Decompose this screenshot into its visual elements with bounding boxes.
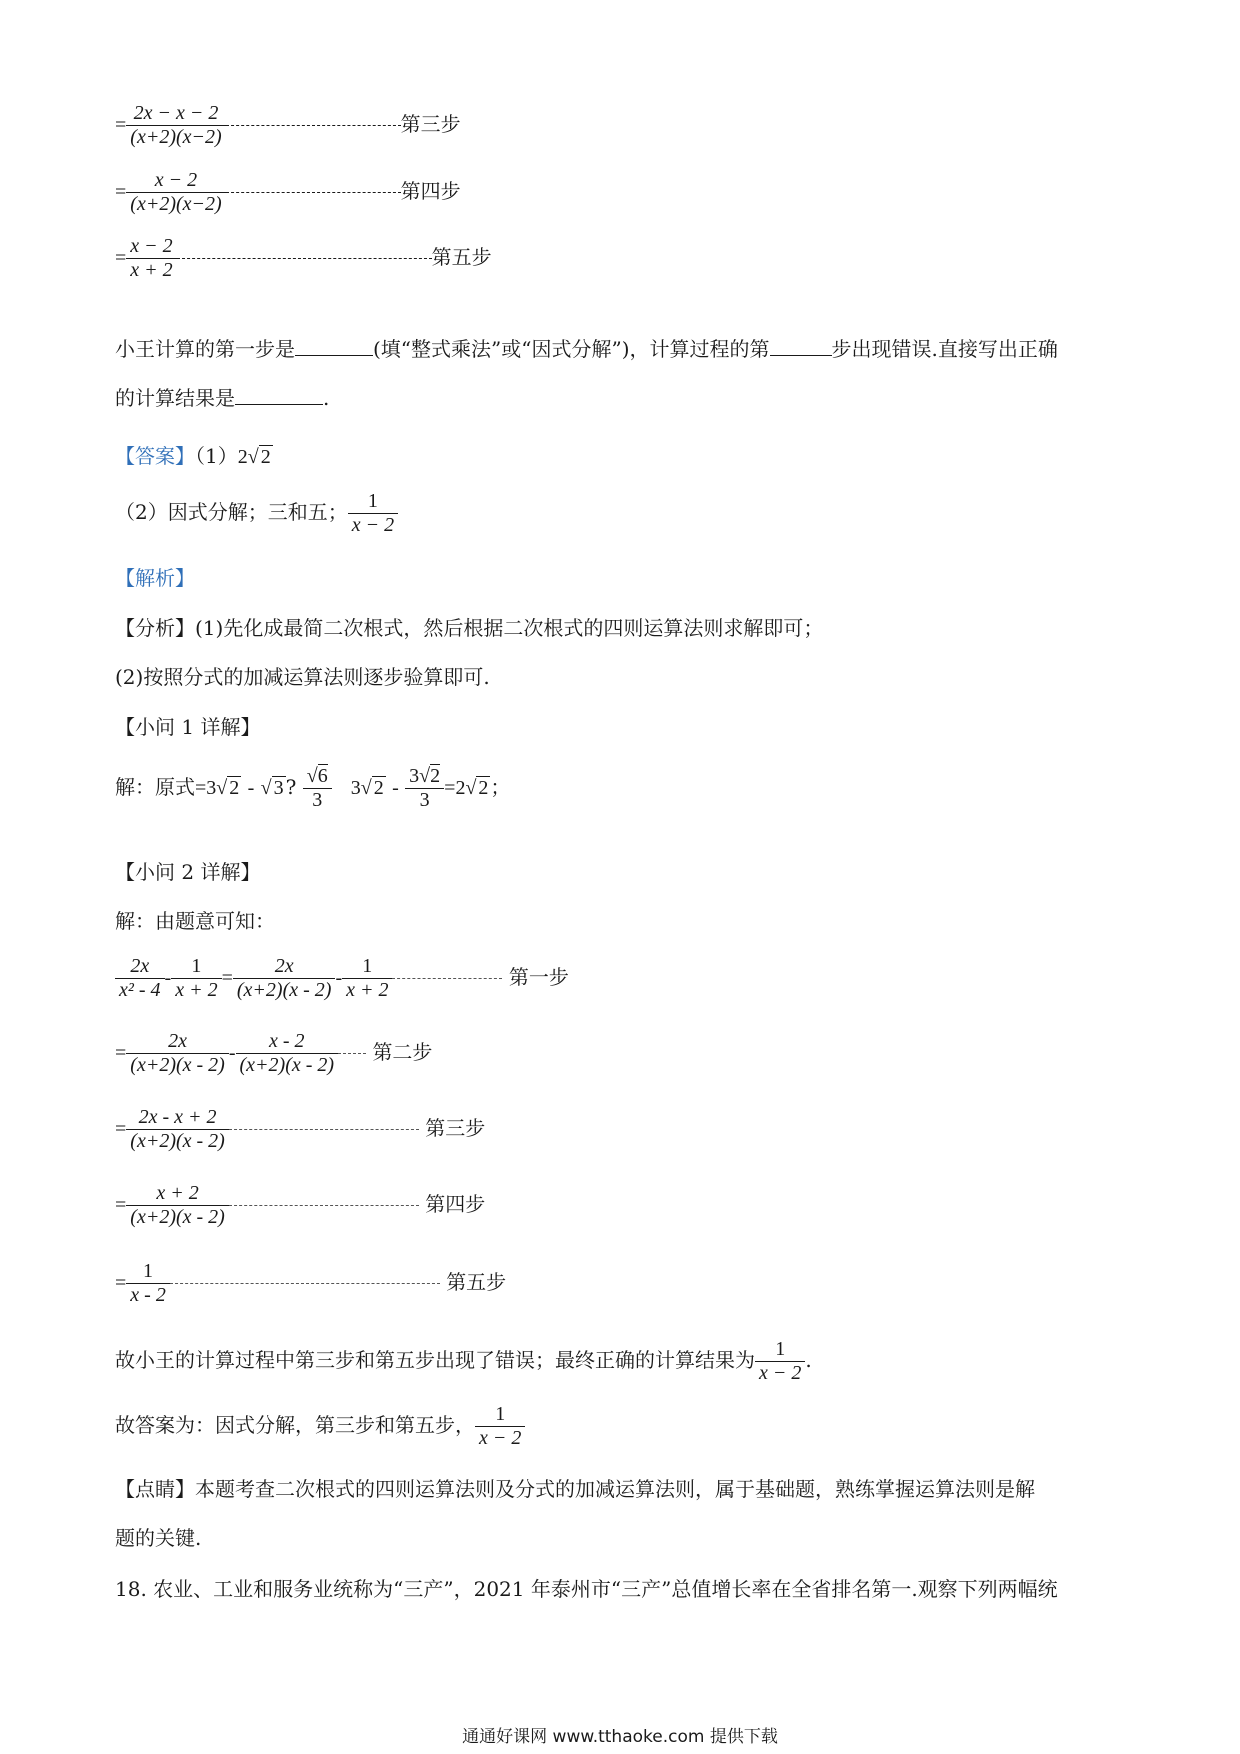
q1-solution: 解：原式=3√ 2 - √ 3 ? $\frac{√6}{3}$ 3√ 2 - $\frac{3√2}{3}$ =2√ 2 ； [115, 765, 511, 811]
step-label: 第三步 [400, 112, 461, 136]
answer-line-2: （2）因式分解；三和五； $\frac{1}{x - 2}$ [115, 490, 398, 537]
fraction: $\frac{2x}{\text{x² - 4}}$ [115, 955, 165, 1002]
sqrt-expression: √ 2 [360, 777, 384, 799]
step-label: 第三步 [425, 1116, 486, 1140]
step-label: 第一步 [508, 965, 569, 989]
comment-line-1: 【点睛】本题考查二次根式的四则运算法则及分式的加减运算法则，属于基础题，熟练掌握运算法则是解 [115, 1477, 1035, 1501]
dash-leader [338, 1053, 366, 1054]
fraction: $\frac{1}{x - 2}$ [348, 490, 398, 537]
top-step-3: = $\frac{2x - x - 2}{(x+2)(x-2)}$ 第三步 [115, 102, 461, 148]
analysis-line-2: (2)按照分式的加减运算法则逐步验算即可. [115, 665, 490, 689]
fraction: $\frac{√6}{3}$ [303, 765, 332, 812]
q2-step-3: = $\frac{2x - x + 2}{(x+2)(x - 2)}$ 第三步 [115, 1106, 486, 1152]
comment-line-2: 题的关键. [115, 1526, 202, 1550]
answer-blank-1 [295, 354, 373, 356]
top-step-4: = $\frac{x - 2}{(x+2)(x-2)}$ 第四步 [115, 169, 461, 215]
step-label: 第五步 [431, 245, 492, 269]
analysis-tag: 【解析】 [115, 566, 195, 590]
dash-leader [226, 192, 401, 193]
fraction: $\frac{3√2}{3}$ [405, 765, 444, 812]
question-line-2: 的计算结果是 . [115, 386, 330, 410]
dash-leader [392, 978, 502, 979]
comment-tag: 【点睛】 [115, 1477, 195, 1501]
sqrt-expression: √ 2 [465, 777, 489, 799]
q2-step-1: $\frac{2x}{\text{x² - 4}}$ - $\frac{1}{x + 2}$ = $\frac{2x}{(x+2)(x - 2)}$ - $\frac{1}{x + 2}$ 第一步 [115, 955, 569, 1002]
q2-conclusion: 故小王的计算过程中第三步和第五步出现了错误；最终正确的计算结果为 $\frac{1}{x - 2}$ . [115, 1338, 812, 1384]
fraction: $\frac{2x - x - 2}{(x+2)(x-2)}$ [126, 102, 225, 149]
answer-tag: 【答案】 [115, 444, 195, 468]
q2-final-answer: 故答案为：因式分解，第三步和第五步， $\frac{1}{x - 2}$ [115, 1403, 525, 1450]
step-label: 第五步 [446, 1270, 507, 1294]
top-step-5: = $\frac{x - 2}{x + 2}$ 第五步 [115, 235, 492, 281]
fraction: $\frac{x - 2}{(x+2)(x - 2)}$ [236, 1030, 339, 1077]
next-question: 18. 农业、工业和服务业统称为“三产”，2021 年泰州市“三产”总值增长率在全省排名第一.观察下列两幅统 [115, 1577, 1058, 1601]
dash-leader [229, 1205, 419, 1206]
fraction: $\frac{x + 2}{(x+2)(x - 2)}$ [126, 1182, 229, 1229]
dash-leader [229, 1129, 419, 1130]
fraction: $\frac{x - 2}{(x+2)(x-2)}$ [126, 169, 225, 216]
question-line-1: 小王计算的第一步是 (填“整式乘法”或“因式分解”)，计算过程的第 步出现错误.直接写出正确 [115, 337, 1058, 361]
analysis-heading: 【分析】 [115, 616, 195, 640]
q2-step-4: = $\frac{x + 2}{(x+2)(x - 2)}$ 第四步 [115, 1182, 486, 1228]
page-footer: 通通好课网 www.tthaoke.com 提供下载 [462, 1727, 778, 1747]
answer-line-1: 【答案】（1）2√ 2 [115, 444, 271, 468]
dash-leader [170, 1283, 440, 1284]
q2-step-2: = $\frac{2x}{(x+2)(x - 2)}$ - $\frac{x - 2}{(x+2)(x - 2)}$ 第二步 [115, 1030, 433, 1076]
q2-step-5: = $\frac{1}{x - 2}$ 第五步 [115, 1260, 507, 1306]
q2-title: 【小问 2 详解】 [115, 860, 261, 884]
dash-leader [226, 125, 401, 126]
sqrt-expression: √ 3 [260, 777, 284, 799]
dash-leader [177, 258, 432, 259]
fraction: $\frac{1}{x - 2}$ [126, 1260, 170, 1307]
fraction: $\frac{1}{x + 2}$ [171, 955, 221, 1002]
fraction: $\frac{1}{x - 2}$ [755, 1338, 805, 1385]
answer-blank-2 [770, 354, 832, 356]
step-label: 第四步 [400, 179, 461, 203]
answer-blank-3 [235, 403, 323, 405]
q1-title: 【小问 1 详解】 [115, 715, 261, 739]
fraction: $\frac{2x}{(x+2)(x - 2)}$ [126, 1030, 229, 1077]
fraction: $\frac{2x}{(x+2)(x - 2)}$ [233, 955, 336, 1002]
sqrt-expression: √ 2 [247, 446, 271, 468]
step-label: 第四步 [425, 1192, 486, 1216]
fraction: $\frac{x - 2}{x + 2}$ [126, 235, 176, 282]
fraction: $\frac{1}{x + 2}$ [342, 955, 392, 1002]
fraction: $\frac{2x - x + 2}{(x+2)(x - 2)}$ [126, 1106, 229, 1153]
step-label: 第二步 [372, 1040, 433, 1064]
q2-lead: 解：由题意可知： [115, 909, 275, 933]
fraction: $\frac{1}{x - 2}$ [475, 1403, 525, 1450]
sqrt-expression: √ 2 [216, 777, 240, 799]
analysis-line-1: 【分析】(1)先化成最简二次根式，然后根据二次根式的四则运算法则求解即可； [115, 616, 824, 640]
